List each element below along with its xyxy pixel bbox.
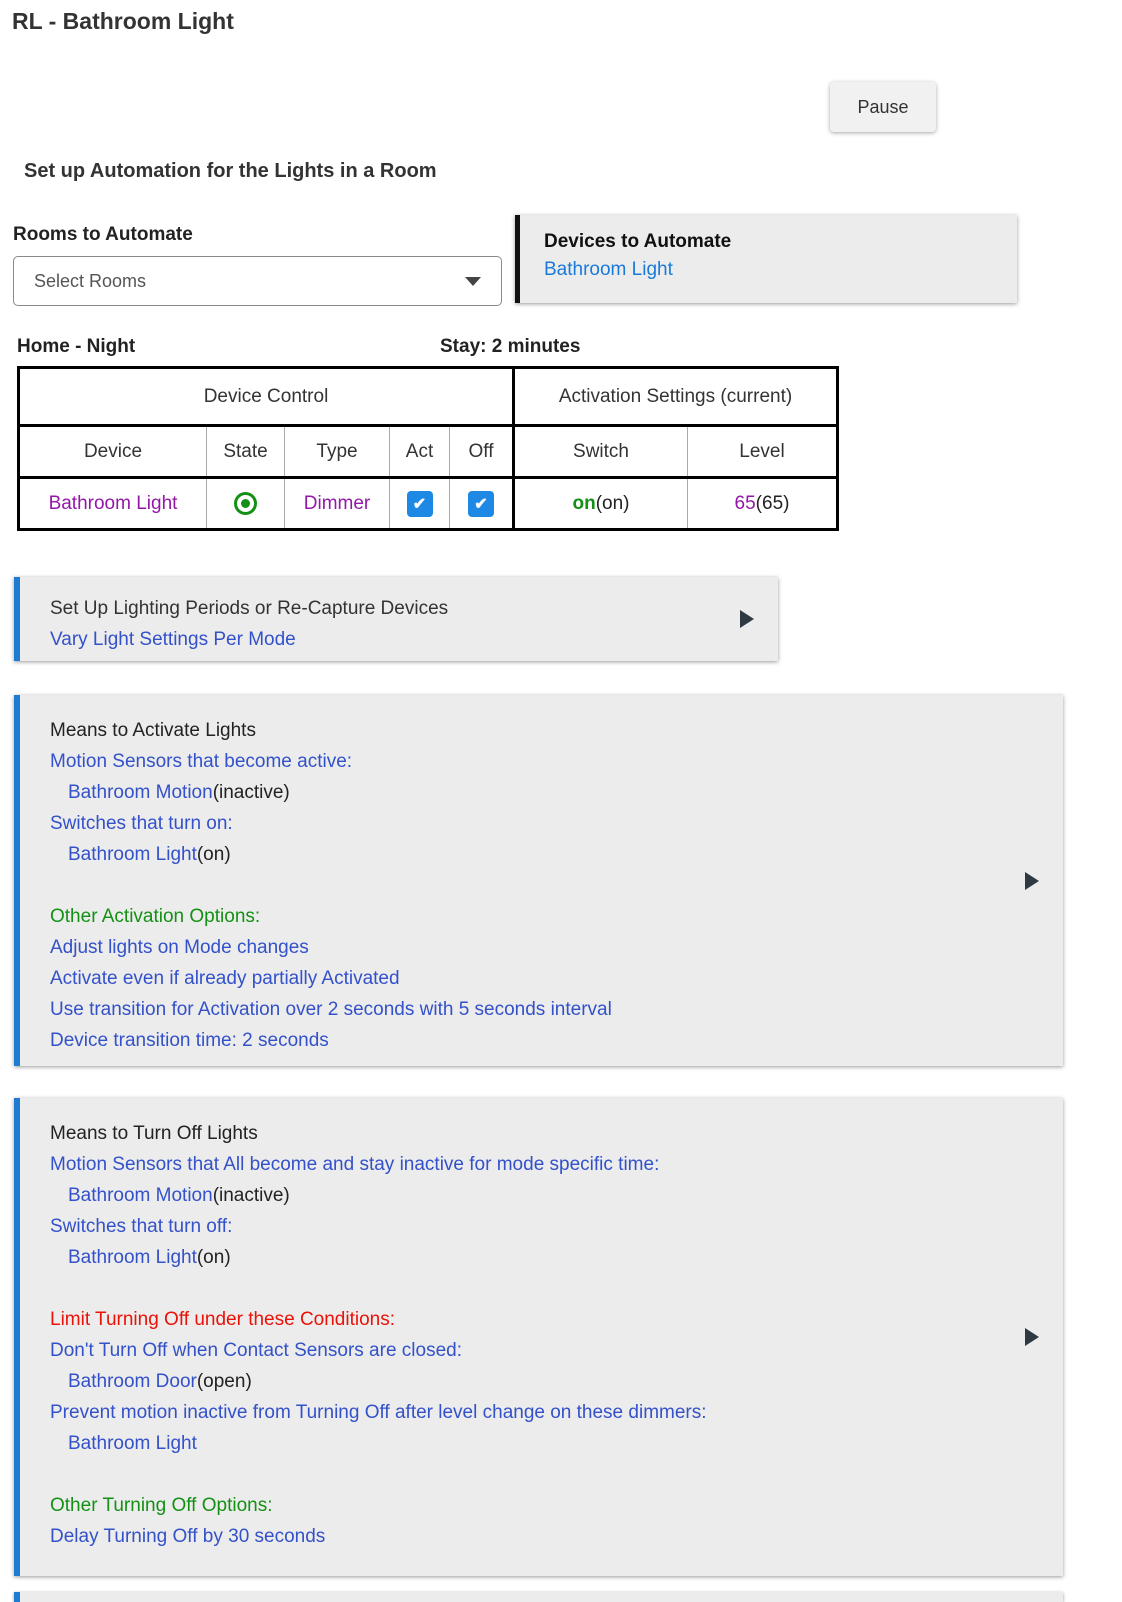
section-line[interactable]: Prevent motion inactive from Turning Off after level change on these dimmers: [50,1402,707,1423]
section-line: Means to Turn Off Lights [50,1123,258,1144]
right-arrow-icon[interactable] [740,610,754,628]
switch-current: (on) [595,492,630,514]
section-line[interactable]: Activate even if already partially Activated [50,968,400,989]
pause-button[interactable]: Pause [830,82,936,132]
switch-cell[interactable] [514,478,688,530]
act-cell[interactable] [390,478,450,530]
turnoff-lines [50,1118,1003,1552]
level-cell[interactable] [688,478,838,530]
col-header-off: Off [450,426,514,478]
section-line[interactable]: Bathroom Light(on) [68,1247,231,1268]
devices-panel-title: Devices to Automate [544,231,732,252]
section-line[interactable]: Bathroom Motion(inactive) [68,782,290,803]
spacer [50,1273,1003,1304]
section-line[interactable]: Adjust lights on Mode changes [50,937,309,958]
section-line[interactable]: Use transition for Activation over 2 seconds with 5 seconds interval [50,999,612,1020]
col-header-state: State [207,426,285,478]
device-table [17,366,839,531]
section-line: Limit Turning Off under these Conditions: [50,1309,396,1330]
lighting-periods-panel[interactable] [14,577,778,661]
table-row [19,478,838,530]
rooms-to-automate-label: Rooms to Automate [13,224,193,245]
section-line[interactable]: Motion Sensors that become active: [50,751,353,772]
devices-to-automate-panel [515,215,1017,303]
activate-lines [50,715,1003,1056]
level-current: (65) [755,492,790,514]
section-line[interactable]: Motion Sensors that All become and stay inactive for mode specific time: [50,1154,660,1175]
col-header-switch: Switch [514,426,688,478]
device-link[interactable]: Bathroom Light [544,259,673,280]
mode-period-label: Home - Night [17,336,136,357]
means-to-turn-off-panel [14,1098,1063,1576]
lighting-periods-title: Set Up Lighting Periods or Re-Capture Devices [50,598,449,619]
section-line[interactable]: Delay Turning Off by 30 seconds [50,1526,326,1547]
vary-light-settings-link[interactable]: Vary Light Settings Per Mode [50,629,296,650]
section-line[interactable]: Bathroom Light(on) [68,844,231,865]
group-header-device-control: Device Control [19,368,514,426]
section-line: Other Activation Options: [50,906,261,927]
section-line: Other Turning Off Options: [50,1495,273,1516]
right-arrow-icon[interactable] [1025,872,1039,890]
section-line[interactable]: Switches that turn off: [50,1216,233,1237]
stay-time-label: Stay: 2 minutes [440,336,581,357]
act-checkbox[interactable] [407,491,433,517]
section-line[interactable]: Bathroom Motion(inactive) [68,1185,290,1206]
section-line: Means to Activate Lights [50,720,256,741]
right-arrow-icon[interactable] [1025,1328,1039,1346]
level-value[interactable]: 65 [734,492,756,514]
col-header-act: Act [390,426,450,478]
state-cell[interactable] [207,478,285,530]
col-header-type: Type [285,426,390,478]
col-header-level: Level [688,426,838,478]
page-title: RL - Bathroom Light [12,8,234,34]
section-subtitle: Set up Automation for the Lights in a Room [24,160,437,182]
off-cell[interactable] [450,478,514,530]
section-line[interactable]: Bathroom Door(open) [68,1371,252,1392]
next-section-strip [14,1592,1063,1602]
group-header-activation-settings: Activation Settings (current) [514,368,838,426]
section-line[interactable]: Don't Turn Off when Contact Sensors are closed: [50,1340,462,1361]
spacer [50,1459,1003,1490]
type-cell[interactable]: Dimmer [285,478,390,530]
switch-value[interactable]: on [572,492,596,514]
device-name-cell[interactable]: Bathroom Light [19,478,207,530]
section-line[interactable]: Switches that turn on: [50,813,233,834]
spacer [50,870,1003,901]
means-to-activate-panel [14,695,1063,1066]
section-line[interactable]: Bathroom Light [68,1433,197,1454]
section-line[interactable]: Device transition time: 2 seconds [50,1030,329,1051]
off-checkbox[interactable] [468,491,494,517]
rooms-select-placeholder: Select Rooms [34,270,147,291]
radio-selected-icon[interactable] [234,492,257,515]
rooms-select[interactable] [13,256,502,306]
col-header-device: Device [19,426,207,478]
chevron-down-icon [465,277,481,286]
